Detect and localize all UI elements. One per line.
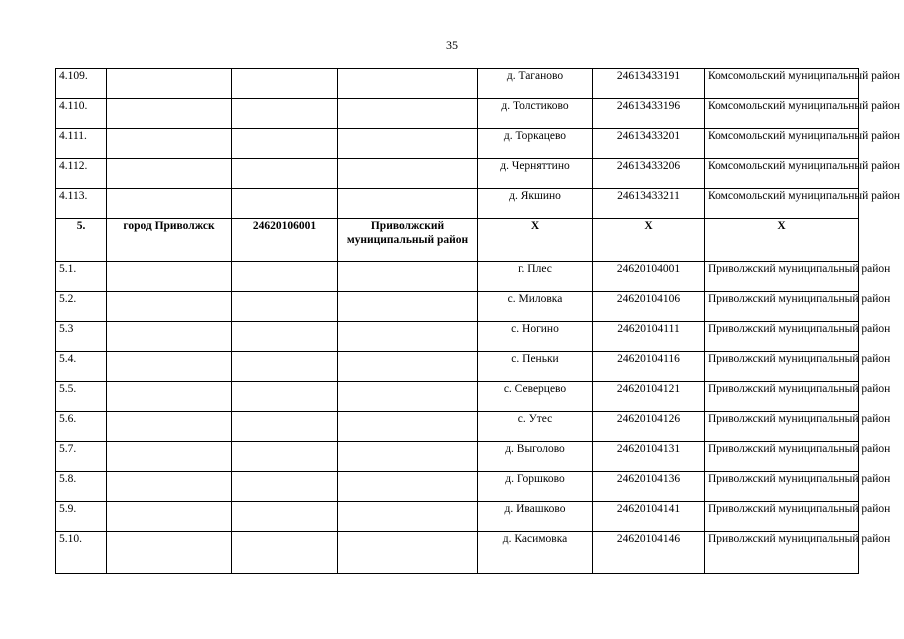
- row-code: 24620104121: [593, 382, 705, 412]
- row-empty-name: [107, 292, 232, 322]
- row-empty-code: [232, 322, 338, 352]
- row-empty-code: [232, 472, 338, 502]
- row-empty-code: [232, 262, 338, 292]
- table-row: [56, 189, 859, 219]
- row-empty-municipality: [338, 69, 478, 99]
- table-row: [56, 502, 859, 532]
- row-location: д. Черняттино: [478, 159, 593, 189]
- row-code: 24620104141: [593, 502, 705, 532]
- section-row: [56, 219, 859, 262]
- row-code: 24613433201: [593, 129, 705, 159]
- row-municipality: Комсомольский муниципальный район: [705, 69, 859, 99]
- row-code: 24620104116: [593, 352, 705, 382]
- section-location-municipality: X: [705, 219, 859, 262]
- row-empty-municipality: [338, 382, 478, 412]
- row-empty-name: [107, 129, 232, 159]
- row-number: 5.9.: [56, 502, 107, 532]
- row-code: 24620104126: [593, 412, 705, 442]
- row-number: 4.112.: [56, 159, 107, 189]
- row-empty-code: [232, 442, 338, 472]
- row-empty-code: [232, 532, 338, 574]
- row-code: 24620104131: [593, 442, 705, 472]
- row-empty-code: [232, 99, 338, 129]
- row-location: д. Горшково: [478, 472, 593, 502]
- row-municipality: Приволжский муниципальный район: [705, 382, 859, 412]
- row-empty-name: [107, 532, 232, 574]
- section-header: [56, 219, 859, 262]
- row-code: 24613433196: [593, 99, 705, 129]
- table-row: [56, 472, 859, 502]
- row-empty-name: [107, 472, 232, 502]
- row-code: 24620104111: [593, 322, 705, 352]
- table-row: [56, 69, 859, 99]
- section-name: город Приволжск: [107, 219, 232, 262]
- table-row: [56, 352, 859, 382]
- row-municipality: Комсомольский муниципальный район: [705, 129, 859, 159]
- row-municipality: Приволжский муниципальный район: [705, 532, 859, 574]
- row-empty-name: [107, 159, 232, 189]
- row-code: 24620104136: [593, 472, 705, 502]
- row-number: 5.6.: [56, 412, 107, 442]
- row-municipality: Приволжский муниципальный район: [705, 412, 859, 442]
- row-code: 24620104146: [593, 532, 705, 574]
- row-municipality: Приволжский муниципальный район: [705, 502, 859, 532]
- row-empty-name: [107, 69, 232, 99]
- row-municipality: Комсомольский муниципальный район: [705, 99, 859, 129]
- row-municipality: Приволжский муниципальный район: [705, 472, 859, 502]
- row-location: д. Выголово: [478, 442, 593, 472]
- row-code: 24613433191: [593, 69, 705, 99]
- table-row: [56, 412, 859, 442]
- row-empty-municipality: [338, 189, 478, 219]
- row-empty-municipality: [338, 129, 478, 159]
- row-location: с. Северцево: [478, 382, 593, 412]
- table-row: [56, 442, 859, 472]
- rows-before: [56, 69, 901, 219]
- row-number: 5.10.: [56, 532, 107, 574]
- table-row: [56, 532, 859, 574]
- row-empty-municipality: [338, 322, 478, 352]
- row-empty-name: [107, 352, 232, 382]
- table-row: [56, 292, 859, 322]
- row-location: д. Таганово: [478, 69, 593, 99]
- row-empty-code: [232, 502, 338, 532]
- table-row: [56, 322, 859, 352]
- row-empty-name: [107, 262, 232, 292]
- page-number: 35: [446, 38, 458, 52]
- row-empty-municipality: [338, 99, 478, 129]
- row-empty-code: [232, 69, 338, 99]
- row-empty-code: [232, 382, 338, 412]
- row-number: 5.4.: [56, 352, 107, 382]
- row-empty-municipality: [338, 502, 478, 532]
- section-number: 5.: [56, 219, 107, 262]
- row-empty-name: [107, 99, 232, 129]
- row-empty-name: [107, 322, 232, 352]
- row-empty-code: [232, 129, 338, 159]
- row-municipality: Приволжский муниципальный район: [705, 322, 859, 352]
- row-number: 5.8.: [56, 472, 107, 502]
- row-location: с. Утес: [478, 412, 593, 442]
- row-municipality: Комсомольский муниципальный район: [705, 189, 859, 219]
- row-empty-municipality: [338, 442, 478, 472]
- row-location: д. Толстиково: [478, 99, 593, 129]
- row-code: 24620104106: [593, 292, 705, 322]
- row-location: с. Ногино: [478, 322, 593, 352]
- row-empty-municipality: [338, 292, 478, 322]
- rows-after: [56, 262, 891, 574]
- row-number: 5.2.: [56, 292, 107, 322]
- section-location: X: [478, 219, 593, 262]
- row-location: д. Торкацево: [478, 129, 593, 159]
- row-number: 5.7.: [56, 442, 107, 472]
- table-row: [56, 262, 859, 292]
- row-empty-municipality: [338, 159, 478, 189]
- row-location: с. Миловка: [478, 292, 593, 322]
- row-empty-code: [232, 292, 338, 322]
- row-location: д. Якшино: [478, 189, 593, 219]
- row-municipality: Приволжский муниципальный район: [705, 292, 859, 322]
- section-code: 24620106001: [232, 219, 338, 262]
- row-empty-municipality: [338, 412, 478, 442]
- row-empty-name: [107, 442, 232, 472]
- section-municipality: Приволжский муниципальный район: [338, 219, 478, 262]
- row-code: 24613433206: [593, 159, 705, 189]
- row-empty-municipality: [338, 532, 478, 574]
- row-number: 5.3: [56, 322, 107, 352]
- row-municipality: Приволжский муниципальный район: [705, 352, 859, 382]
- row-location: с. Пеньки: [478, 352, 593, 382]
- row-code: 24620104001: [593, 262, 705, 292]
- row-empty-municipality: [338, 472, 478, 502]
- row-empty-code: [232, 189, 338, 219]
- row-number: 4.111.: [56, 129, 107, 159]
- row-municipality: Комсомольский муниципальный район: [705, 159, 859, 189]
- row-empty-code: [232, 352, 338, 382]
- row-number: 5.1.: [56, 262, 107, 292]
- row-empty-code: [232, 159, 338, 189]
- row-location: г. Плес: [478, 262, 593, 292]
- table-row: [56, 382, 859, 412]
- settlements-table: [55, 68, 901, 574]
- row-empty-municipality: [338, 352, 478, 382]
- row-location: д. Ивашково: [478, 502, 593, 532]
- row-empty-code: [232, 412, 338, 442]
- row-number: 4.109.: [56, 69, 107, 99]
- row-location: д. Касимовка: [478, 532, 593, 574]
- row-number: 5.5.: [56, 382, 107, 412]
- row-empty-name: [107, 189, 232, 219]
- row-empty-name: [107, 382, 232, 412]
- row-number: 4.113.: [56, 189, 107, 219]
- row-municipality: Приволжский муниципальный район: [705, 442, 859, 472]
- row-code: 24613433211: [593, 189, 705, 219]
- row-empty-name: [107, 412, 232, 442]
- row-number: 4.110.: [56, 99, 107, 129]
- row-empty-municipality: [338, 262, 478, 292]
- row-municipality: Приволжский муниципальный район: [705, 262, 859, 292]
- table-row: [56, 99, 859, 129]
- table-row: [56, 129, 859, 159]
- section-location-code: X: [593, 219, 705, 262]
- table-row: [56, 159, 859, 189]
- row-empty-name: [107, 502, 232, 532]
